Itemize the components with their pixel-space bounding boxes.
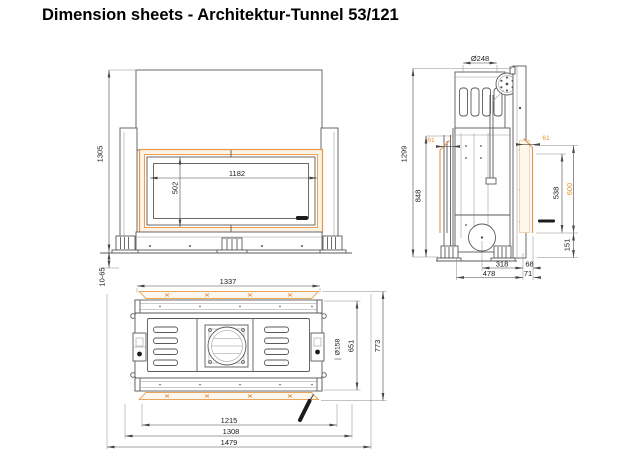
front-frame-strip — [139, 292, 319, 299]
side-view — [400, 54, 579, 280]
dim-front-foot-adjust: 10-65 — [97, 267, 107, 287]
dim-side-frame-height: 600 — [565, 182, 574, 196]
front-frame-profile — [440, 141, 450, 234]
dim-side-glass-height: 538 — [551, 186, 561, 200]
right-side-column — [321, 128, 338, 250]
left-side-column — [120, 128, 137, 250]
dim-top-width-glass: 1215 — [220, 416, 238, 425]
dim-side-flue-diameter: Ø248 — [470, 54, 490, 63]
dim-side-air-inlet-offset: 318 — [495, 259, 509, 269]
dim-top-body-width: 1337 — [219, 277, 237, 286]
page-title: Dimension sheets - Architektur-Tunnel 53/121 — [42, 6, 399, 24]
dim-top-overall-width: 1479 — [220, 438, 238, 447]
side-left-foot — [437, 246, 461, 261]
dim-side-overall-height: 1299 — [399, 145, 409, 163]
dim-top-air-inlet-diameter: Ø158 — [334, 338, 342, 356]
dim-side-offset-b: 71 — [523, 269, 533, 278]
dim-side-base-height: 151 — [562, 238, 572, 252]
rear-frame-section — [520, 141, 530, 233]
rear-frame-strip — [139, 393, 319, 400]
dim-top-width-frame: 1308 — [222, 427, 240, 436]
dim-top-inner-depth: 651 — [346, 339, 356, 353]
dim-side-frame-top-height: 848 — [413, 189, 423, 203]
upper-band — [135, 300, 322, 313]
dim-front-glass-width: 1182 — [228, 169, 246, 178]
left-foot — [112, 236, 138, 253]
dim-front-overall-height: 1305 — [95, 145, 105, 163]
dim-side-offset-a: 68 — [525, 259, 534, 269]
door-lock — [296, 216, 308, 220]
side-handle — [538, 220, 555, 223]
lower-band — [135, 378, 322, 391]
dim-side-frame-depth-right: 61 — [542, 135, 550, 142]
dim-side-frame-depth-left: 61 — [427, 137, 435, 144]
front-view — [96, 70, 353, 287]
right-foot — [320, 236, 346, 253]
dim-side-base-depth: 478 — [482, 269, 496, 278]
top-view — [107, 277, 387, 449]
latch-right — [311, 333, 324, 361]
dim-top-overall-depth: 773 — [373, 339, 382, 353]
convection-hood — [136, 70, 322, 150]
dim-front-glass-height: 502 — [170, 181, 180, 195]
latch-left — [133, 333, 146, 361]
